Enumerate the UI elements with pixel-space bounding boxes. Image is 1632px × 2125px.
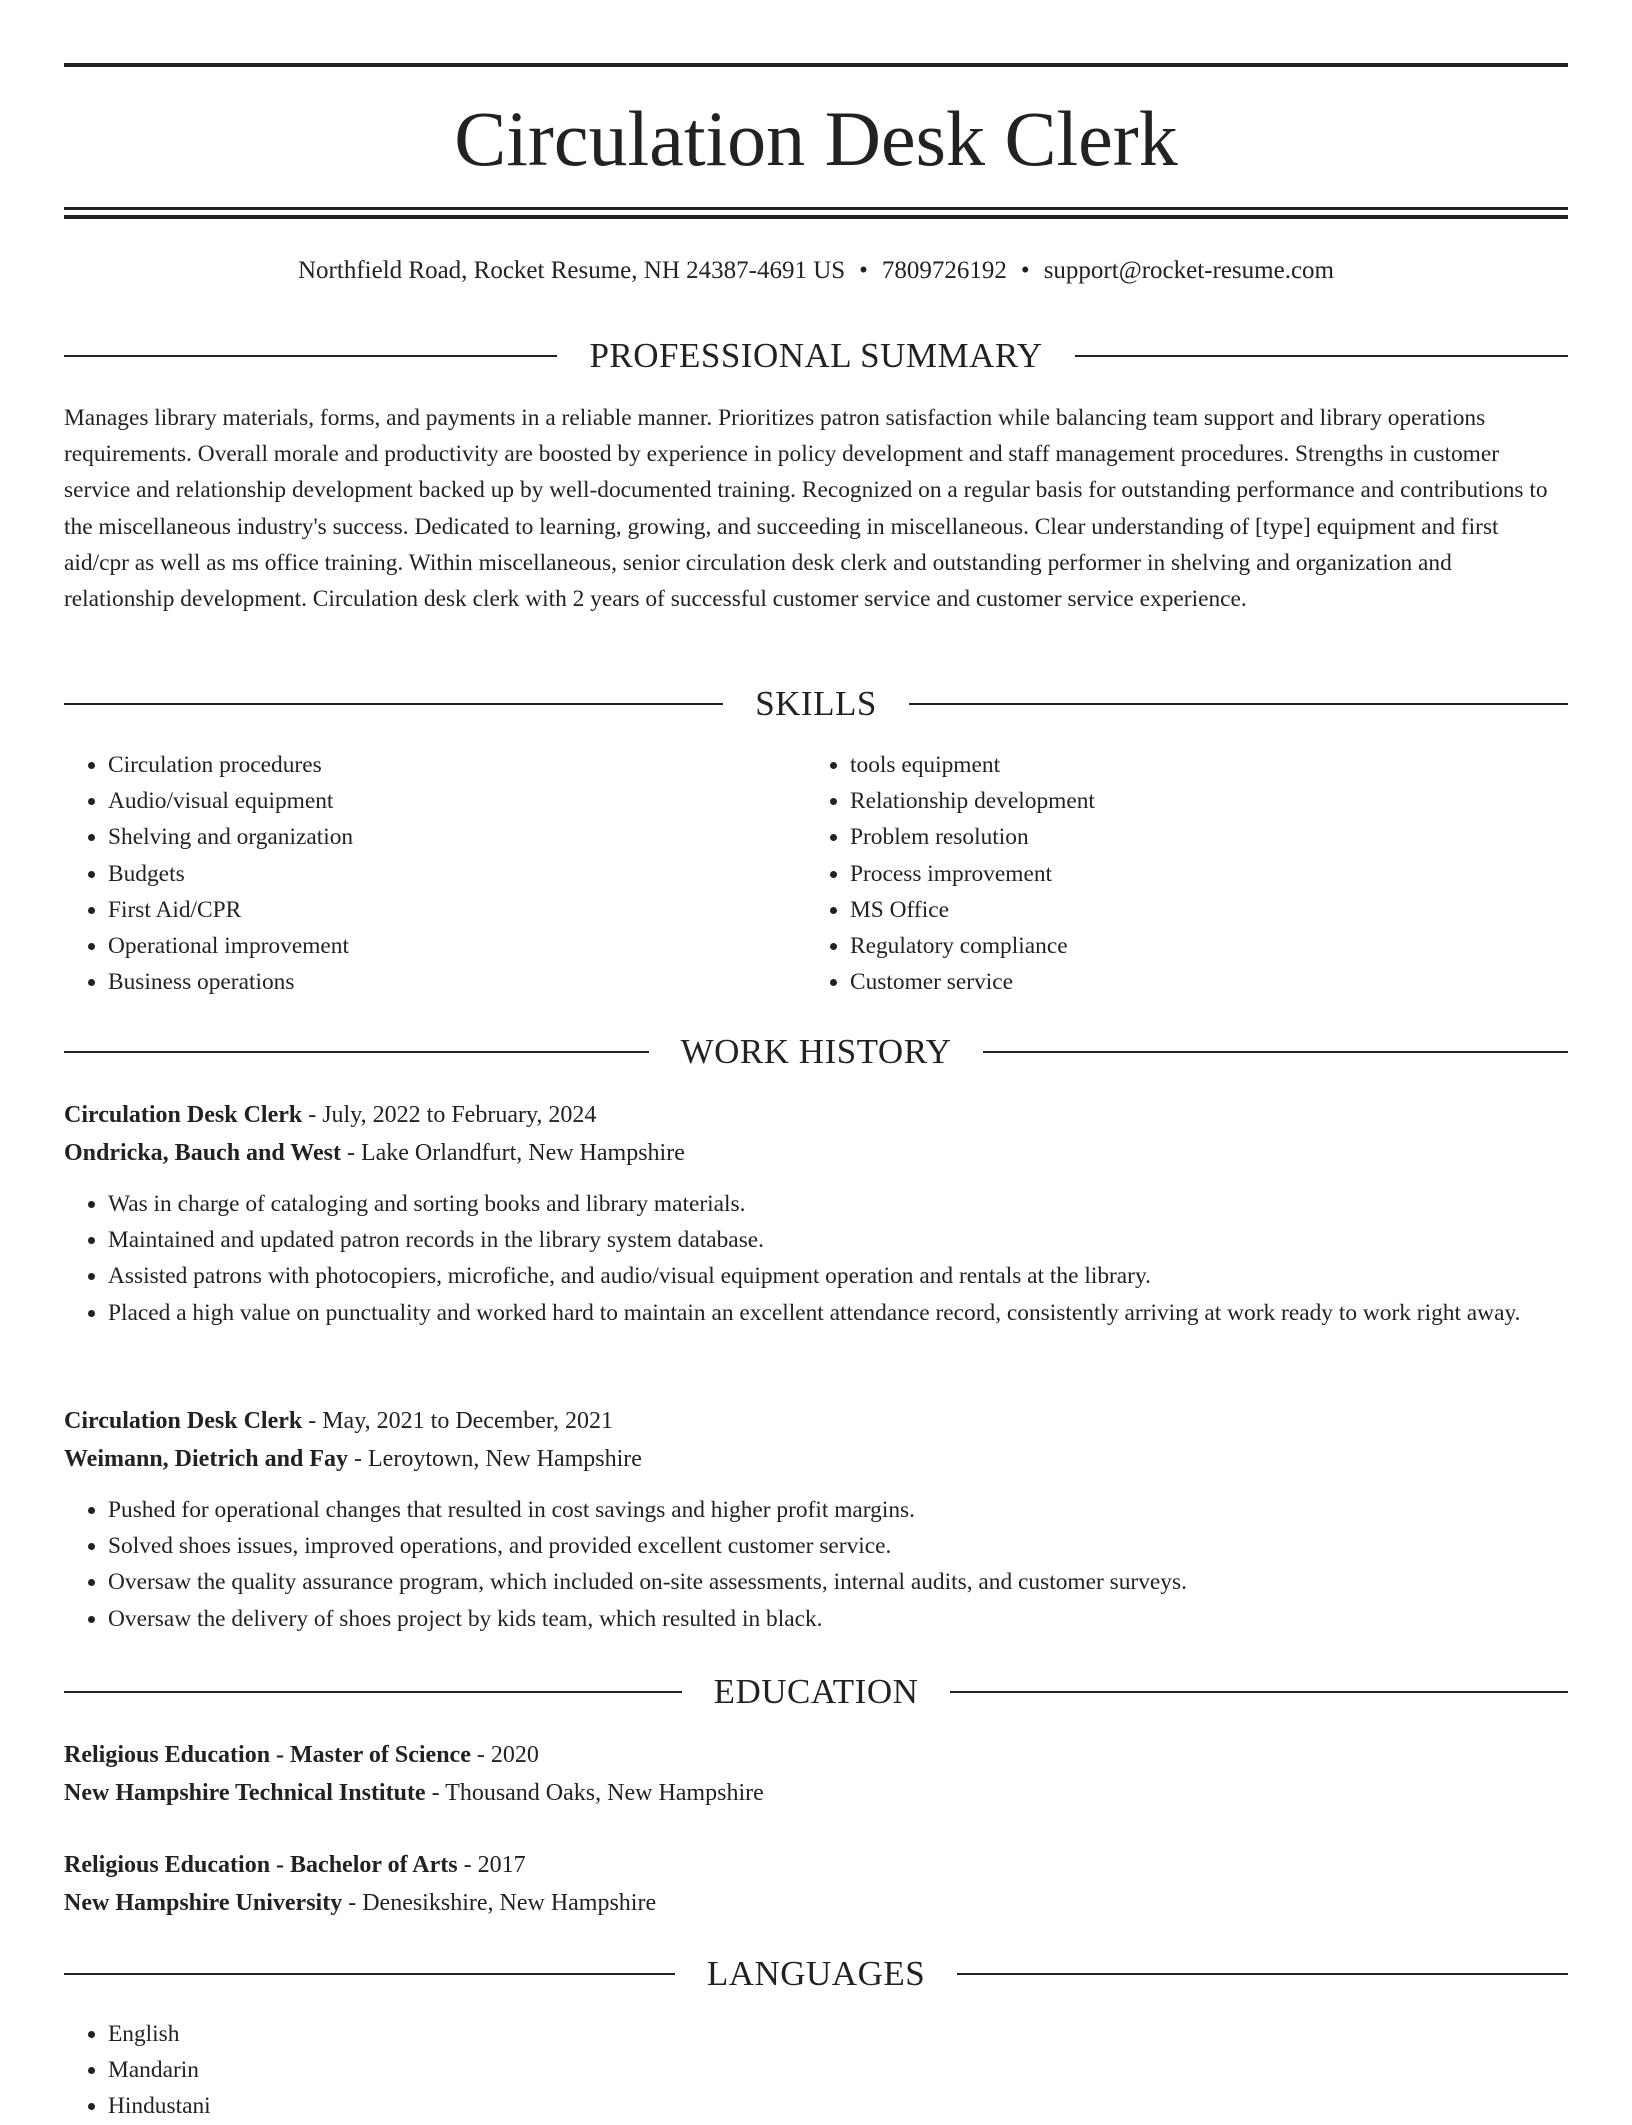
skill-item: • Relationship development [850, 783, 1548, 819]
language-item: • English [108, 2016, 1568, 2052]
job-bullet: • Assisted patrons with photocopiers, microfiche, and audio/visual equipment operation and rentals at the library. [108, 1258, 1568, 1294]
header-double-rule-upper [64, 207, 1568, 210]
job-bullets [64, 1492, 1568, 1637]
job-company-line: Ondricka, Bauch and West - Lake Orlandfurt, New Hampshire [64, 1140, 685, 1166]
heading-rule [64, 703, 723, 705]
job-bullet: • Placed a high value on punctuality and worked hard to maintain an excellent attendance record, consistently arriving at work ready to work right away. [108, 1295, 1568, 1331]
job-location: Lake Orlandfurt, New Hampshire [360, 1140, 685, 1166]
section-heading-languages [64, 1952, 1568, 1996]
education-school: New Hampshire Technical Institute [64, 1780, 426, 1806]
section-heading-summary [64, 334, 1568, 378]
work-entry [64, 1096, 1568, 1331]
job-bullet: • Pushed for operational changes that resulted in cost savings and higher profit margins. [108, 1492, 1568, 1528]
language-item: • Hindustani [108, 2088, 1568, 2124]
section-heading-education [64, 1670, 1568, 1714]
heading-rule [957, 1973, 1568, 1975]
skill-item: • Process improvement [850, 856, 1548, 892]
languages-list [64, 2016, 1568, 2125]
skill-item: • Problem resolution [850, 819, 1548, 855]
skills-list [64, 747, 1568, 1000]
job-company: Ondricka, Bauch and West [64, 1140, 341, 1166]
contact-separator: • [859, 257, 868, 284]
section-title: EDUCATION [713, 1672, 919, 1711]
job-company: Weimann, Dietrich and Fay [64, 1446, 349, 1472]
heading-rule [1075, 355, 1568, 357]
job-title-line: Circulation Desk Clerk - May, 2021 to December, 2021 [64, 1408, 613, 1434]
section-title: PROFESSIONAL SUMMARY [589, 336, 1043, 375]
skill-item: • Customer service [850, 964, 1548, 1000]
education-location: Thousand Oaks, New Hampshire [445, 1780, 764, 1806]
job-dates: July, 2022 to February, 2024 [322, 1102, 597, 1128]
job-bullet: • Was in charge of cataloging and sorting books and library materials. [108, 1186, 1568, 1222]
education-school-line: New Hampshire Technical Institute - Thousand Oaks, New Hampshire [64, 1780, 764, 1806]
heading-rule [950, 1691, 1568, 1693]
contact-phone: 7809726192 [881, 257, 1007, 284]
skill-item: • Regulatory compliance [850, 928, 1548, 964]
job-bullets [64, 1186, 1568, 1331]
skill-item: • Audio/visual equipment [108, 783, 806, 819]
header-double-rule-lower [64, 215, 1568, 219]
education-degree-line: Religious Education - Master of Science - 2020 [64, 1742, 539, 1768]
heading-rule [64, 1691, 682, 1693]
skill-item: • Budgets [108, 856, 806, 892]
heading-rule [64, 355, 557, 357]
contact-line [64, 255, 1568, 287]
skills-column-left [64, 747, 806, 1000]
job-bullet: • Oversaw the quality assurance program, which included on-site assessments, internal audits, and customer surveys. [108, 1564, 1568, 1600]
education-year: 2020 [490, 1742, 539, 1768]
heading-rule [909, 703, 1568, 705]
job-location: Leroytown, New Hampshire [368, 1446, 642, 1472]
job-bullet: • Maintained and updated patron records in the library system database. [108, 1222, 1568, 1258]
section-heading-work [64, 1030, 1568, 1074]
skills-column-right [806, 747, 1548, 1000]
job-title: Circulation Desk Clerk [64, 1408, 303, 1434]
education-school: New Hampshire University [64, 1890, 343, 1916]
education-year: 2017 [477, 1852, 526, 1878]
education-degree-line: Religious Education - Bachelor of Arts - 2017 [64, 1852, 526, 1878]
education-degree: Religious Education - Master of Science [64, 1742, 471, 1768]
skill-item: • Operational improvement [108, 928, 806, 964]
education-degree: Religious Education - Bachelor of Arts [64, 1852, 458, 1878]
job-dates: May, 2021 to December, 2021 [322, 1408, 613, 1434]
contact-address: Northfield Road, Rocket Resume, NH 24387-4691 US [298, 257, 846, 284]
section-title: WORK HISTORY [680, 1032, 952, 1071]
skill-item: • Circulation procedures [108, 747, 806, 783]
skill-item: • Shelving and organization [108, 819, 806, 855]
summary-paragraph: Manages library materials, forms, and payments in a reliable manner. Prioritizes patron satisfaction while balancing team support and library operations requirements. Overall morale and productivity are boosted by experience in policy development and staff management procedures. Strengths in customer service and relationship development backed up by well-documented training. Recognized on a regular basis for outstanding performance and contributions to the miscellaneous industry's success. Dedicated to learning, growing, and succeeding in miscellaneous. Clear understanding of [type] equipment and first aid/cpr as well as ms office training. Within miscellaneous, senior circulation desk clerk and outstanding performer in shelving and organization and relationship development. Circulation desk clerk with 2 years of successful customer service and customer service experience. [64, 405, 1548, 613]
job-title-line: Circulation Desk Clerk - July, 2022 to February, 2024 [64, 1102, 597, 1128]
heading-rule [983, 1051, 1568, 1053]
skill-item: • First Aid/CPR [108, 892, 806, 928]
section-title: SKILLS [755, 684, 877, 723]
education-school-line: New Hampshire University - Denesikshire, New Hampshire [64, 1890, 657, 1916]
heading-rule [64, 1051, 649, 1053]
skill-item: • tools equipment [850, 747, 1548, 783]
job-company-line: Weimann, Dietrich and Fay - Leroytown, New Hampshire [64, 1446, 642, 1472]
education-location: Denesikshire, New Hampshire [362, 1890, 657, 1916]
section-heading-skills [64, 682, 1568, 726]
heading-rule [64, 1973, 675, 1975]
header-top-rule [64, 63, 1568, 67]
skill-item: • Business operations [108, 964, 806, 1000]
candidate-name: Circulation Desk Clerk [454, 95, 1178, 182]
contact-separator: • [1020, 257, 1030, 284]
skill-item: • MS Office [850, 892, 1548, 928]
education-entry [64, 1846, 1568, 1922]
education-entry [64, 1736, 1568, 1812]
language-item: • Mandarin [108, 2052, 1568, 2088]
section-title: LANGUAGES [706, 1954, 926, 1993]
job-bullet: • Solved shoes issues, improved operations, and provided excellent customer service. [108, 1528, 1568, 1564]
work-entry [64, 1402, 1568, 1637]
job-title: Circulation Desk Clerk [64, 1102, 303, 1128]
contact-email: support@rocket-resume.com [1043, 257, 1334, 284]
job-bullet: • Oversaw the delivery of shoes project by kids team, which resulted in black. [108, 1601, 1568, 1637]
